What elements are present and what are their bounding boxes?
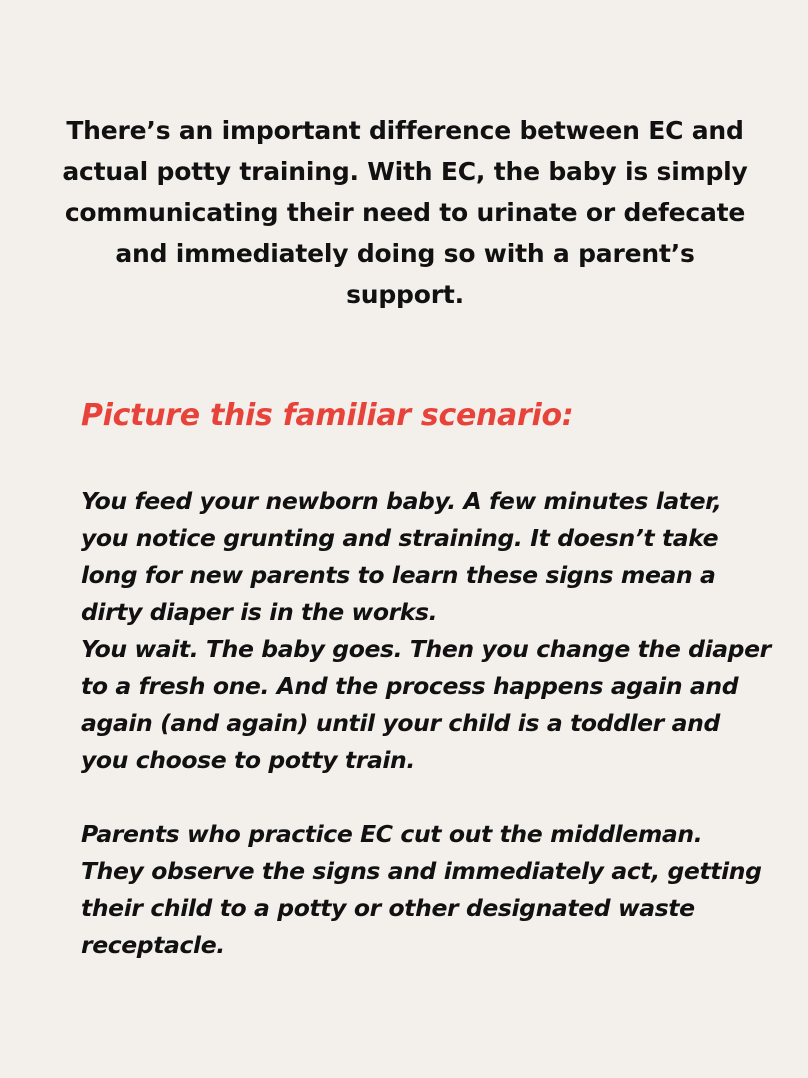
body-paragraph-feeding: You feed your newborn baby. A few minutes later, you notice grunting and straining. It doesn’t take long for new parents to learn these signs mean a dirty diaper is in the works. [81, 487, 722, 626]
body-paragraph-ec-practice: Parents who practice EC cut out the middleman. They observe the signs and immediately act, getting their child to a potty or other designated waste receptacle. [81, 820, 762, 959]
section-heading: Picture this familiar scenario: [81, 398, 574, 433]
intro-paragraph: There’s an important difference between EC and actual potty training. With EC, the baby is simply communicating their need to urinate or defecate and immediately doing so with a parent’s support. [62, 116, 748, 309]
body-paragraph-waiting: You wait. The baby goes. Then you change the diaper to a fresh one. And the process happens again and again (and again) until your child is a toddler and you choose to potty train. [81, 635, 771, 774]
